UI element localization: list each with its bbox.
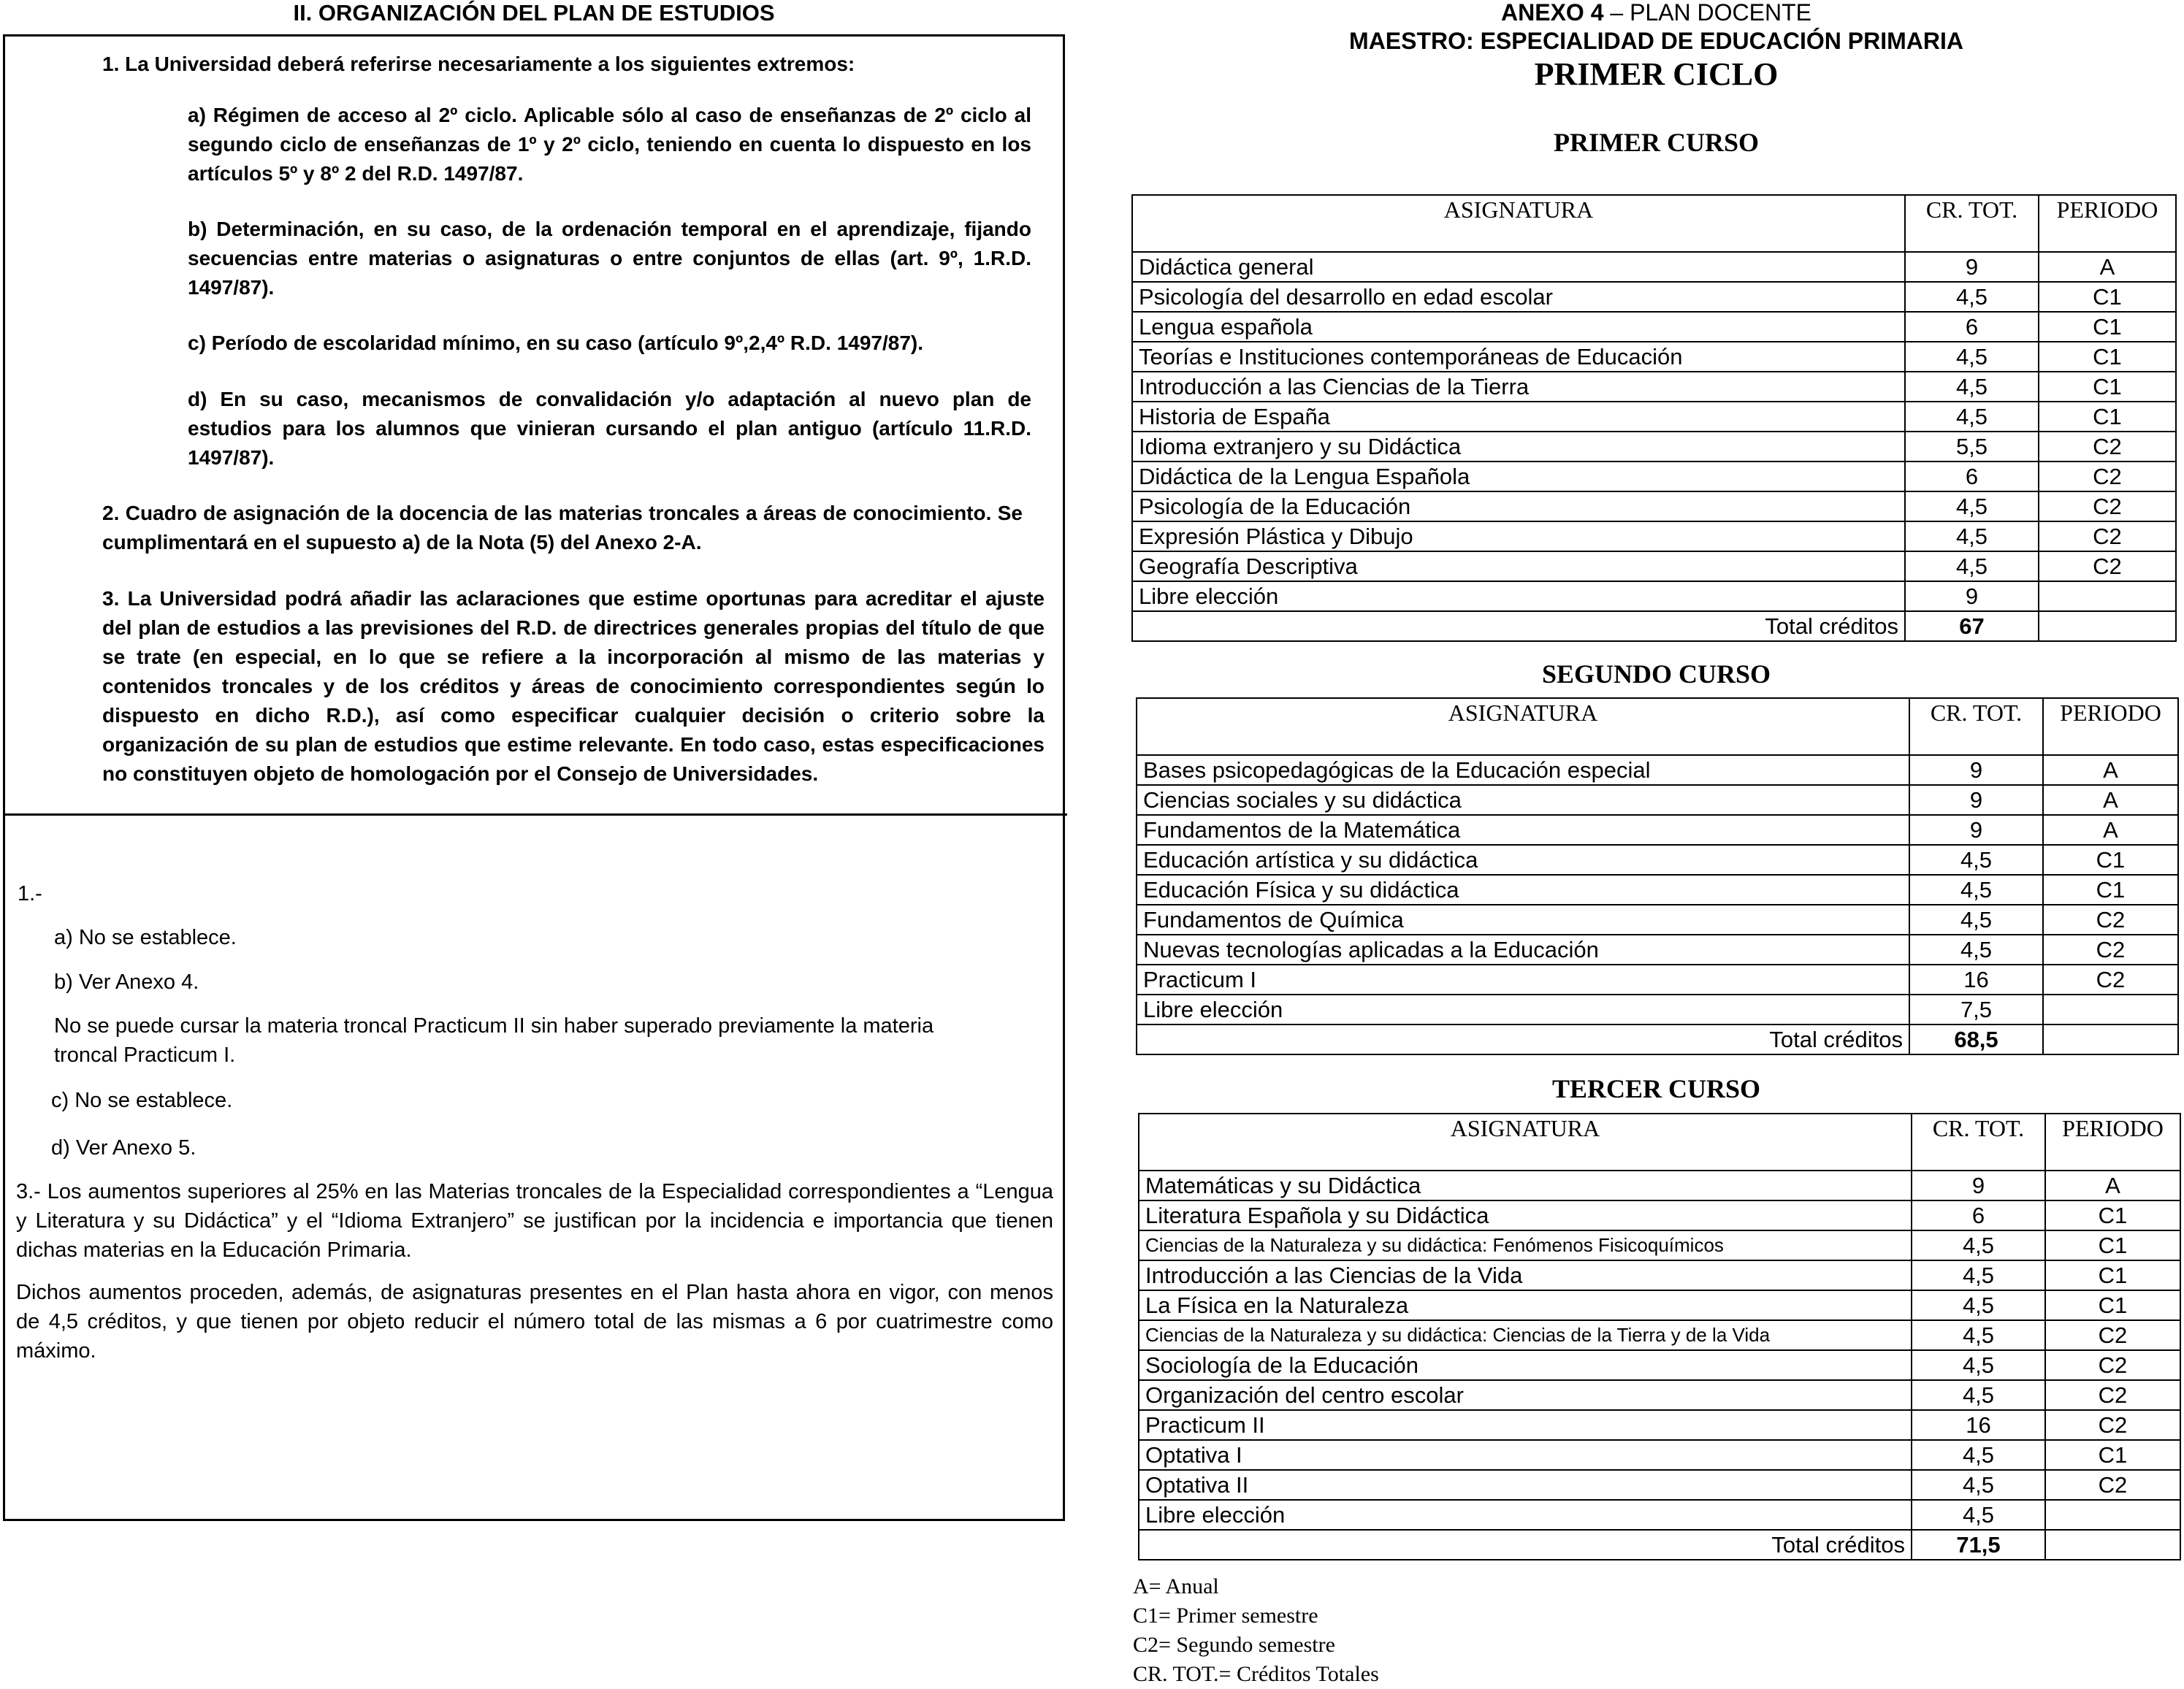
table-row [1139, 1500, 2180, 1530]
subject-cell: Psicología del desarrollo en edad escolar [1132, 282, 1905, 312]
credits-cell: 4,5 [1912, 1230, 2045, 1260]
instruction-a: a) Régimen de acceso al 2º ciclo. Aplicable sólo al caso de enseñanzas de 2º ciclo al segundo ciclo de enseñanzas de 1º y 2º ciclo, teniendo en cuenta lo dispuesto en los artículos 5º y 8º 2 del R.D. 1497/87. [188, 104, 1031, 185]
table-row [1139, 1260, 2180, 1290]
credits-cell: 4,5 [1909, 875, 2043, 905]
credits-cell: 4,5 [1909, 935, 2043, 965]
subject-cell: Psicología de la Educación [1132, 491, 1905, 521]
subject-cell: Ciencias sociales y su didáctica [1137, 785, 1909, 815]
table-row [1137, 965, 2178, 995]
specialty-title: MAESTRO: ESPECIALIDAD DE EDUCACIÓN PRIMARIA [1349, 28, 1963, 54]
annex-label: ANEXO 4 [1501, 0, 1604, 26]
credits-cell: 4,5 [1912, 1380, 2045, 1410]
total-credits: 67 [1905, 611, 2039, 641]
instruction-3: 3. La Universidad podrá añadir las aclaraciones que estime oportunas para acreditar el ajuste del plan de estudios a las previsiones del R.D. de directrices generales propias del título de que se trate (en especial, en lo que se refiere a la incorporación al mismo de las materias y contenidos troncales y de los créditos y áreas de conocimiento correspondientes según lo dispuesto en dicho R.D.), así como especificar cualquier decisión o criterio sobre la organización de su plan de estudios que estime relevante. En todo caso, estas especificaciones no constituyen objeto de homologación por el Consejo de Universidades. [102, 587, 1045, 785]
credits-cell: 4,5 [1909, 845, 2043, 875]
annex-title [1129, 0, 2184, 25]
section-title: II. ORGANIZACIÓN DEL PLAN DE ESTUDIOS [293, 0, 775, 26]
period-cell: C2 [2043, 965, 2178, 995]
total-credits: 71,5 [1912, 1530, 2045, 1560]
annex-subtitle: – PLAN DOCENTE [1603, 0, 1811, 26]
credits-cell: 4,5 [1905, 551, 2039, 581]
table-row [1137, 785, 2178, 815]
subject-cell: Introducción a las Ciencias de la Vida [1139, 1260, 1912, 1290]
period-cell: C1 [2045, 1230, 2180, 1260]
table-row [1139, 1470, 2180, 1500]
response-note: No se puede cursar la materia troncal Practicum II sin haber superado previamente la materia troncal Practicum I. [54, 1014, 934, 1067]
period-cell: C2 [2039, 491, 2176, 521]
period-cell: C2 [2039, 521, 2176, 551]
credits-cell: 4,5 [1905, 521, 2039, 551]
period-cell: C1 [2045, 1200, 2180, 1230]
table-row [1132, 581, 2176, 611]
period-cell: C1 [2043, 845, 2178, 875]
instruction-2: 2. Cuadro de asignación de la docencia de las materias troncales a áreas de conocimiento. Se cumplimentará en el supuesto a) de la Nota (5) del Anexo 2-A. [102, 502, 1023, 554]
table-row [1139, 1171, 2180, 1200]
subject-cell: Educación Física y su didáctica [1137, 875, 1909, 905]
period-cell: C1 [2039, 402, 2176, 432]
credits-cell: 4,5 [1905, 372, 2039, 402]
subject-cell: Ciencias de la Naturaleza y su didáctica: Fenómenos Fisicoquímicos [1139, 1230, 1912, 1260]
subject-cell: La Física en la Naturaleza [1139, 1290, 1912, 1320]
total-row [1139, 1530, 2180, 1560]
credits-cell: 16 [1912, 1410, 2045, 1440]
credits-cell: 4,5 [1905, 402, 2039, 432]
subject-cell: Expresión Plástica y Dibujo [1132, 521, 1905, 551]
table-row [1139, 1410, 2180, 1440]
subject-cell: Optativa I [1139, 1440, 1912, 1470]
legend-item: C2= Segundo semestre [1133, 1633, 1335, 1657]
table-row [1132, 372, 2176, 402]
period-cell: C2 [2045, 1320, 2180, 1350]
response-b: b) Ver Anexo 4. [54, 970, 199, 994]
header-creditos: CR. TOT. [1912, 1114, 2045, 1171]
course-table-1 [1131, 194, 2177, 642]
course-table-2 [1136, 697, 2179, 1055]
table-header-row [1137, 698, 2178, 755]
subject-cell: Literatura Española y su Didáctica [1139, 1200, 1912, 1230]
legend-item: CR. TOT.= Créditos Totales [1133, 1662, 1379, 1686]
period-cell: C1 [2039, 372, 2176, 402]
total-row [1137, 1024, 2178, 1054]
subject-cell: Libre elección [1139, 1500, 1912, 1530]
credits-cell: 6 [1912, 1200, 2045, 1230]
response-4: Dichos aumentos proceden, además, de asignaturas presentes en el Plan hasta ahora en vigor, con menos de 4,5 créditos, y que tienen por objeto reducir el número total de las mismas a 6 por cuatrimestre como máximo. [16, 1281, 1053, 1363]
table-row [1139, 1200, 2180, 1230]
period-cell: A [2039, 252, 2176, 282]
period-cell: C1 [2045, 1440, 2180, 1470]
table-row [1139, 1290, 2180, 1320]
table-row [1137, 935, 2178, 965]
header-periodo: PERIODO [2039, 195, 2176, 252]
legend-item: C1= Primer semestre [1133, 1604, 1318, 1628]
subject-cell: Libre elección [1137, 995, 1909, 1024]
subject-cell: Educación artística y su didáctica [1137, 845, 1909, 875]
header-creditos: CR. TOT. [1909, 698, 2043, 755]
subject-cell: Libre elección [1132, 581, 1905, 611]
table-row [1132, 342, 2176, 372]
table-header-row [1139, 1114, 2180, 1171]
credits-cell: 4,5 [1912, 1290, 2045, 1320]
period-cell: C2 [2045, 1380, 2180, 1410]
subject-cell: Fundamentos de la Matemática [1137, 815, 1909, 845]
response-a: a) No se establece. [54, 926, 237, 949]
period-cell: C2 [2045, 1410, 2180, 1440]
period-cell: A [2043, 755, 2178, 785]
period-cell: A [2043, 815, 2178, 845]
credits-cell: 4,5 [1905, 491, 2039, 521]
table-row [1132, 252, 2176, 282]
subject-cell: Practicum II [1139, 1410, 1912, 1440]
period-cell: A [2045, 1171, 2180, 1200]
subject-cell: Matemáticas y su Didáctica [1139, 1171, 1912, 1200]
period-cell: A [2043, 785, 2178, 815]
period-cell: C1 [2043, 875, 2178, 905]
credits-cell: 7,5 [1909, 995, 2043, 1024]
table-row [1137, 845, 2178, 875]
credits-cell: 4,5 [1912, 1500, 2045, 1530]
period-cell: C2 [2039, 551, 2176, 581]
table-row [1132, 521, 2176, 551]
period-cell: C2 [2039, 432, 2176, 461]
table-row [1137, 755, 2178, 785]
period-cell: C2 [2045, 1350, 2180, 1380]
subject-cell: Bases psicopedagógicas de la Educación especial [1137, 755, 1909, 785]
subject-cell: Practicum I [1137, 965, 1909, 995]
credits-cell: 4,5 [1905, 342, 2039, 372]
period-cell: C2 [2039, 461, 2176, 491]
subject-cell: Didáctica general [1132, 252, 1905, 282]
period-cell: C2 [2045, 1470, 2180, 1500]
subject-cell: Didáctica de la Lengua Española [1132, 461, 1905, 491]
subject-cell: Nuevas tecnologías aplicadas a la Educación [1137, 935, 1909, 965]
credits-cell: 9 [1905, 581, 2039, 611]
instruction-c: c) Período de escolaridad mínimo, en su caso (artículo 9º,2,4º R.D. 1497/87). [188, 332, 924, 354]
period-cell: C1 [2039, 312, 2176, 342]
subject-cell: Sociología de la Educación [1139, 1350, 1912, 1380]
table-row [1137, 875, 2178, 905]
course-title-3: TERCER CURSO [1551, 1074, 1761, 1103]
table-row [1139, 1440, 2180, 1470]
instruction-d: d) En su caso, mecanismos de convalidación y/o adaptación al nuevo plan de estudios para los alumnos que vinieran cursando el plan antiguo (artículo 11.R.D. 1497/87). [188, 388, 1031, 469]
credits-cell: 6 [1905, 461, 2039, 491]
total-label: Total créditos [1137, 1024, 1909, 1054]
period-cell: C1 [2039, 342, 2176, 372]
course-table-3 [1138, 1113, 2181, 1560]
header-periodo: PERIODO [2043, 698, 2178, 755]
total-label: Total créditos [1132, 611, 1905, 641]
period-cell: C1 [2039, 282, 2176, 312]
period-cell: C2 [2043, 935, 2178, 965]
credits-cell: 6 [1905, 312, 2039, 342]
subject-cell: Fundamentos de Química [1137, 905, 1909, 935]
table-row [1139, 1230, 2180, 1260]
credits-cell: 4,5 [1912, 1350, 2045, 1380]
table-row [1132, 551, 2176, 581]
response-c: c) No se establece. [51, 1089, 233, 1112]
table-row [1139, 1320, 2180, 1350]
subject-cell: Organización del centro escolar [1139, 1380, 1912, 1410]
table-row [1132, 491, 2176, 521]
credits-cell: 9 [1909, 785, 2043, 815]
period-cell: C2 [2043, 905, 2178, 935]
response-d: d) Ver Anexo 5. [51, 1136, 196, 1160]
total-row [1132, 611, 2176, 641]
response-3: 3.- Los aumentos superiores al 25% en las Materias troncales de la Especialidad correspondientes a “Lengua y Literatura y su Didáctica” y el “Idioma Extranjero” se justifican por la incidencia e importancia que tienen dichas materias en la Educación Primaria. [16, 1180, 1053, 1262]
credits-cell: 9 [1905, 252, 2039, 282]
credits-cell: 9 [1909, 815, 2043, 845]
table-row [1132, 282, 2176, 312]
header-asignatura: ASIGNATURA [1132, 195, 1905, 252]
instruction-1: 1. La Universidad deberá referirse necesariamente a los siguientes extremos: [102, 53, 855, 75]
subject-cell: Introducción a las Ciencias de la Tierra [1132, 372, 1905, 402]
table-row [1132, 402, 2176, 432]
period-cell: C1 [2045, 1290, 2180, 1320]
header-creditos: CR. TOT. [1905, 195, 2039, 252]
header-periodo: PERIODO [2045, 1114, 2180, 1171]
subject-cell: Idioma extranjero y su Didáctica [1132, 432, 1905, 461]
period-cell [2045, 1500, 2180, 1530]
credits-cell: 5,5 [1905, 432, 2039, 461]
subject-cell: Lengua española [1132, 312, 1905, 342]
table-row [1139, 1380, 2180, 1410]
header-asignatura: ASIGNATURA [1137, 698, 1909, 755]
instruction-b: b) Determinación, en su caso, de la ordenación temporal en el aprendizaje, fijando secuencias entre materias o asignaturas o entre conjuntos de ellas (art. 9º, 1.R.D. 1497/87). [188, 218, 1031, 299]
total-period-empty [2039, 611, 2176, 641]
box-divider [5, 813, 1067, 816]
cycle-title: PRIMER CICLO [1534, 56, 1779, 92]
table-row [1139, 1350, 2180, 1380]
credits-cell: 4,5 [1905, 282, 2039, 312]
legend [1133, 1572, 1379, 1689]
period-cell [2039, 581, 2176, 611]
response-1: 1.- [18, 882, 42, 905]
course-title-1: PRIMER CURSO [1553, 128, 1759, 157]
credits-cell: 9 [1909, 755, 2043, 785]
course-title-2: SEGUNDO CURSO [1541, 659, 1771, 689]
table-row [1137, 995, 2178, 1024]
table-header-row [1132, 195, 2176, 252]
period-cell [2043, 995, 2178, 1024]
total-period-empty [2043, 1024, 2178, 1054]
table-row [1137, 905, 2178, 935]
legend-item: A= Anual [1133, 1574, 1219, 1598]
period-cell: C1 [2045, 1260, 2180, 1290]
total-period-empty [2045, 1530, 2180, 1560]
subject-cell: Teorías e Instituciones contemporáneas de Educación [1132, 342, 1905, 372]
credits-cell: 4,5 [1912, 1260, 2045, 1290]
table-row [1137, 815, 2178, 845]
subject-cell: Ciencias de la Naturaleza y su didáctica: Ciencias de la Tierra y de la Vida [1139, 1320, 1912, 1350]
total-label: Total créditos [1139, 1530, 1912, 1560]
table-row [1132, 461, 2176, 491]
subject-cell: Geografía Descriptiva [1132, 551, 1905, 581]
credits-cell: 4,5 [1909, 905, 2043, 935]
subject-cell: Optativa II [1139, 1470, 1912, 1500]
header-asignatura: ASIGNATURA [1139, 1114, 1912, 1171]
total-credits: 68,5 [1909, 1024, 2043, 1054]
table-row [1132, 432, 2176, 461]
credits-cell: 16 [1909, 965, 2043, 995]
credits-cell: 4,5 [1912, 1440, 2045, 1470]
credits-cell: 9 [1912, 1171, 2045, 1200]
credits-cell: 4,5 [1912, 1320, 2045, 1350]
table-row [1132, 312, 2176, 342]
subject-cell: Historia de España [1132, 402, 1905, 432]
credits-cell: 4,5 [1912, 1470, 2045, 1500]
